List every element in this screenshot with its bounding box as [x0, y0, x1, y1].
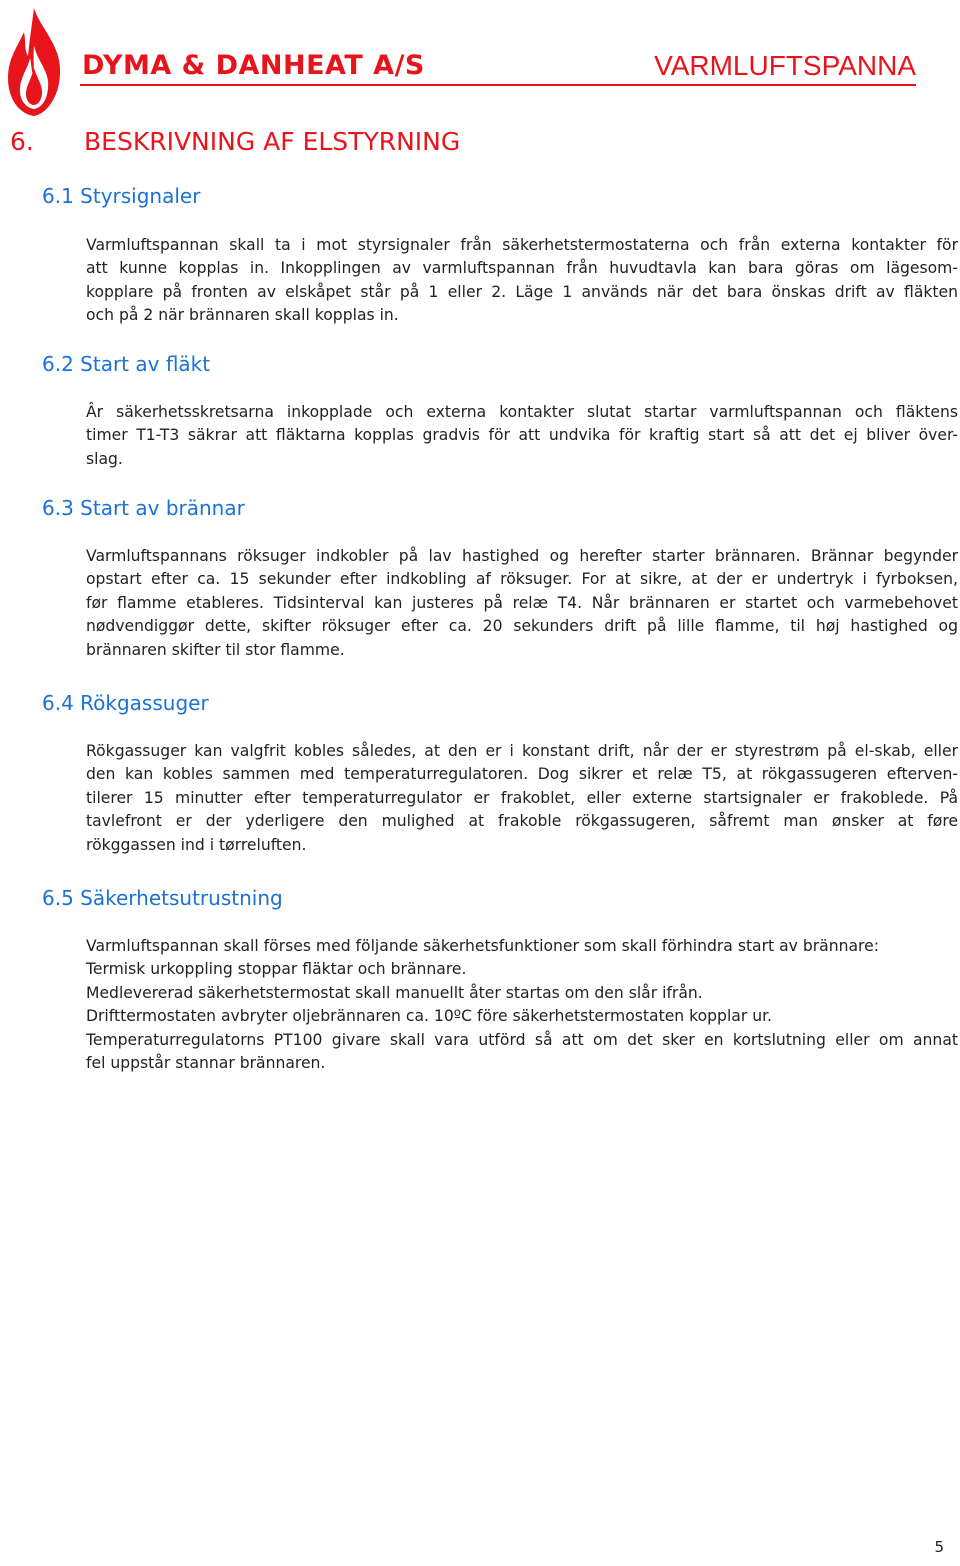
paragraph-line: slag.	[86, 449, 123, 468]
section-title-6-1: 6.1 Styrsignaler	[42, 184, 201, 208]
chapter-number: 6.	[10, 127, 34, 156]
paragraph-line: opstart efter ca. 15 sekunder efter indkobling af röksuger. For at sikre, at der er undertryk i fyrboksen,	[86, 570, 958, 589]
page-header	[0, 0, 960, 100]
paragraph-line: brännaren skifter til stor flamme.	[86, 640, 345, 659]
paragraph-line: Varmluftspannan skall förses med följande säkerhetsfunktioner som skall förhindra start av brännare:	[86, 937, 879, 955]
paragraph-line: timer T1-T3 säkrar att fläktarna kopplas gradvis för att undvika för kraftig start så att det ej bliver över-	[86, 426, 958, 445]
chapter-title: BESKRIVNING AF ELSTYRNING	[84, 127, 461, 156]
paragraph-line: Âr säkerhetsskretsarna inkopplade och externa kontakter slutat startar varmluftspannan och fläktens	[86, 403, 958, 421]
paragraph-line: Medlevererad säkerhetstermostat skall manuellt åter startas om den slår ifrån.	[86, 983, 703, 1002]
section-title-6-5: 6.5 Säkerhetsutrustning	[42, 886, 283, 910]
product-name: VARMLUFTSPANNA	[654, 50, 916, 81]
paragraph-line: Rökgassuger kan valgfrit kobles således, at den er i konstant drift, når der er styrestrøm på el-skab, eller	[86, 742, 958, 760]
section-body-6-4	[86, 740, 958, 857]
paragraph-line: kopplare på fronten av elskåpet står på 1 eller 2. Läge 1 används när det bara önskas drift av fläkten	[86, 282, 958, 301]
section-body-6-1	[86, 234, 958, 328]
paragraph-line: rökggassen ind i tørreluften.	[86, 835, 307, 854]
flame-logo-icon	[4, 6, 64, 118]
paragraph-line: Varmluftspannans röksuger indkobler på lav hastighed og herefter starter brännaren. Brännar begynder	[86, 547, 958, 565]
section-body-6-3	[86, 545, 958, 662]
section-title-6-4: 6.4 Rökgassuger	[42, 691, 209, 715]
paragraph-line: tilerer 15 minutter efter temperaturregulator er frakoblet, eller externe startsignaler er frakoblede. På	[86, 788, 958, 807]
paragraph-line: Temperaturregulatorns PT100 givare skall vara utförd så att om det sker en kortslutning eller om annat	[86, 1030, 958, 1049]
section-body-6-2	[86, 401, 958, 471]
paragraph-line: nødvendiggør dette, skifter röksuger efter ca. 20 sekunders drift på lille flamme, til høj hastighed og	[86, 617, 958, 636]
paragraph-line: att kunne kopplas in. Inkopplingen av varmluftspannan från huvudtavla kan bara göras om lägesom-	[86, 259, 958, 278]
paragraph-line: Varmluftspannan skall ta i mot styrsignaler från säkerhetstermostaterna och från externa kontakter för	[86, 236, 958, 254]
paragraph-line: Drifttermostaten avbryter oljebrännaren ca. 10ºC före säkerhetstermostaten kopplar ur.	[86, 1007, 773, 1026]
paragraph-line: och på 2 när brännaren skall kopplas in.	[86, 306, 399, 325]
section-body-6-5	[86, 935, 958, 1075]
chapter-heading	[10, 127, 460, 156]
header-rule	[80, 84, 916, 86]
company-name: DYMA & DANHEAT A/S	[82, 50, 425, 81]
paragraph-line: den kan kobles sammen med temperaturregulatoren. Dog sikrer et relæ T5, at rökgassugeren efterven-	[86, 765, 958, 784]
section-title-6-2: 6.2 Start av fläkt	[42, 352, 211, 376]
paragraph-line: før flamme etableres. Tidsinterval kan justeres på relæ T4. Når brännaren er startet och varmebehovet	[86, 593, 958, 612]
paragraph-line: Termisk urkoppling stoppar fläktar och brännare.	[86, 960, 467, 979]
section-title-6-3: 6.3 Start av brännar	[42, 496, 245, 520]
page-number: 5	[934, 1538, 944, 1556]
paragraph-line: tavlefront er der yderligere den mulighed at frakoble rökgassugeren, såfremt man ønsker at føre	[86, 812, 958, 831]
paragraph-line: fel uppstår stannar brännaren.	[86, 1054, 326, 1073]
